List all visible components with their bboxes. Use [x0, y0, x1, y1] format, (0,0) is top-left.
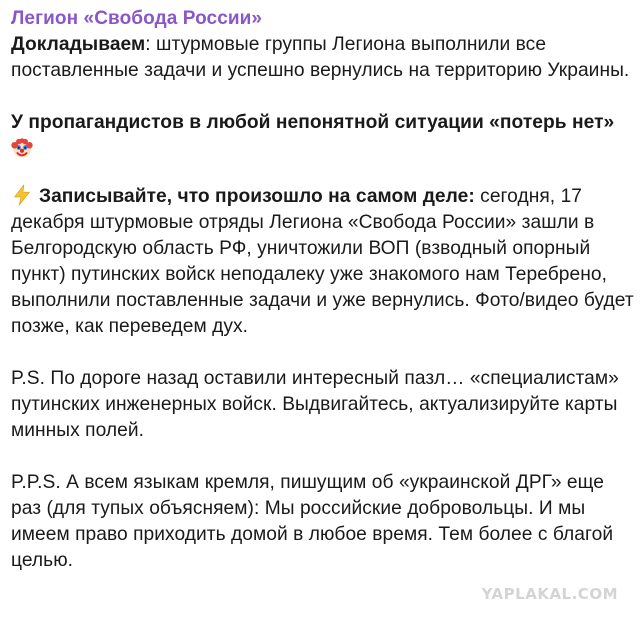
report-lead: Докладываем [11, 34, 146, 55]
paragraph-ps [11, 366, 636, 444]
record-lead: Записывайте, что произошло на самом деле: [39, 186, 475, 207]
channel-title[interactable]: Легион «Свобода России» [11, 8, 263, 29]
propagandists-text: У пропагандистов в любой непонятной ситуации «потерь нет» [11, 112, 615, 133]
emoji-line [11, 136, 636, 166]
message-post [11, 6, 636, 574]
report-text: : штурмовые группы Легиона выполнили все поставленные задачи и успешно вернулись на территорию Украины. [11, 34, 630, 81]
pps-text: P.P.S. А всем языкам кремля, пишущим об «украинской ДРГ» еще раз (для тупых объясняем): Мы российские добровольцы. И мы имеем право приходить домой в любое время. Тем более с благой целью. [11, 472, 614, 571]
site-watermark: YAPLAKAL.COM [481, 585, 618, 603]
paragraph-pps [11, 470, 636, 574]
ps-text: P.S. По дороге назад оставили интересный пазл… «специалистам» путинских инженерных войск. Выдвигайтесь, актуализируйте карты минных полей. [11, 368, 619, 441]
spacer [11, 166, 636, 184]
spacer [11, 340, 636, 366]
clown-face-icon [11, 137, 33, 159]
paragraph-record [11, 184, 636, 340]
spacer [11, 444, 636, 470]
lightning-icon [11, 184, 33, 206]
record-text: сегодня, 17 декабря штурмовые отряды Легиона «Свобода России» зашли в Белгородскую область РФ, уничтожили ВОП (взводный опорный пункт) путинских войск неподалеку уже знакомого нам Теребрено, выполнили поставленные задачи и уже вернулись. Фото/видео будет позже, как переведем дух. [11, 186, 634, 337]
paragraph-report [11, 32, 636, 84]
spacer [11, 84, 636, 110]
paragraph-propagandists [11, 110, 636, 136]
